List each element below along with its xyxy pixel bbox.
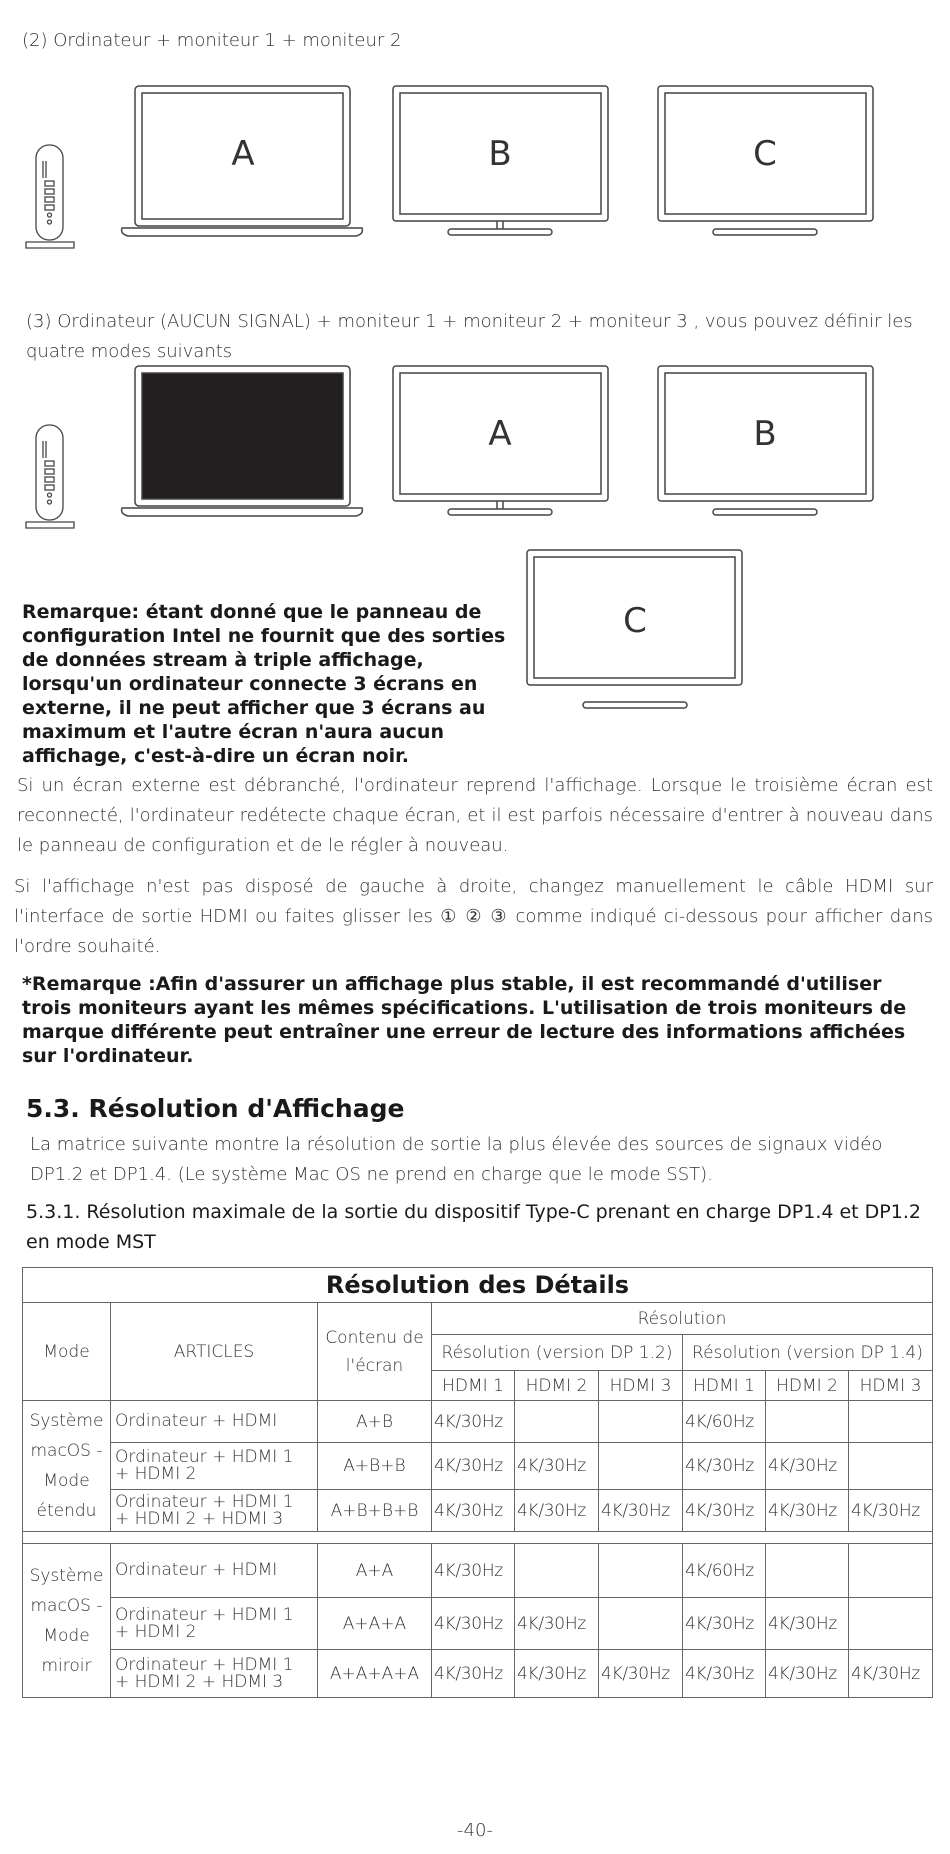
article-cell: Ordinateur + HDMI 1 + HDMI 2 (111, 1443, 318, 1490)
value-cell: 4K/30Hz (849, 1490, 933, 1532)
value-cell: 4K/30Hz (432, 1490, 515, 1532)
mode-cell: Système macOS - Mode étendu (23, 1401, 111, 1532)
value-cell (599, 1401, 683, 1443)
value-cell (849, 1598, 933, 1650)
value-cell: 4K/30Hz (599, 1650, 683, 1698)
value-cell: 4K/30Hz (432, 1598, 515, 1650)
value-cell: 4K/30Hz (766, 1650, 849, 1698)
remark-monitors: *Remarque :Afin d'assurer un affichage plus stable, il est recommandé d'utiliser trois moniteurs ayant les mêmes spécifications. L'utilisation de trois moniteurs de marque différente peut entraîner une erreur de lecture des informations affichées sur l'ordinateur. (22, 973, 907, 1067)
header-hdmi: HDMI 2 (515, 1371, 599, 1401)
header-hdmi: HDMI 3 (599, 1371, 683, 1401)
value-cell (599, 1598, 683, 1650)
table-row (23, 1544, 933, 1598)
article-cell: Ordinateur + HDMI (111, 1544, 318, 1598)
table-title: Résolution des Détails (23, 1268, 933, 1303)
value-cell: 4K/30Hz (515, 1650, 599, 1698)
value-cell (849, 1544, 933, 1598)
content-cell: A+B (318, 1401, 432, 1443)
table-row (23, 1490, 933, 1532)
value-cell (515, 1401, 599, 1443)
laptop-label: A (231, 134, 255, 174)
header-mode: Mode (23, 1303, 111, 1401)
section2-caption: (2) Ordinateur + moniteur 1 + moniteur 2 (22, 30, 402, 51)
value-cell: 4K/30Hz (432, 1544, 515, 1598)
value-cell (766, 1544, 849, 1598)
mode-cell: Système macOS - Mode miroir (23, 1544, 111, 1698)
content-cell: A+A (318, 1544, 432, 1598)
content-cell: A+B+B (318, 1443, 432, 1490)
value-cell: 4K/60Hz (683, 1544, 766, 1598)
value-cell: 4K/30Hz (432, 1443, 515, 1490)
value-cell: 4K/30Hz (432, 1401, 515, 1443)
value-cell (849, 1443, 933, 1490)
value-cell: 4K/30Hz (515, 1598, 599, 1650)
paragraph-reconnect: Si un écran externe est débranché, l'ordinateur reprend l'affichage. Lorsque le troisième écran est reconnecté, l'ordinateur redétecte chaque écran, et il est parfois nécessaire d'entrer à nouveau dans le panneau de configuration et de le régler à nouveau. (17, 775, 933, 856)
header-resolution: Résolution (432, 1303, 933, 1335)
table-row (23, 1650, 933, 1698)
monitor-c-label: C (623, 601, 647, 641)
monitor-c-label: C (753, 134, 777, 174)
content-cell: A+A+A (318, 1598, 432, 1650)
header-dp14: Résolution (version DP 1.4) (683, 1335, 933, 1371)
header-hdmi: HDMI 2 (766, 1371, 849, 1401)
content-cell: A+B+B+B (318, 1490, 432, 1532)
article-cell: Ordinateur + HDMI 1 + HDMI 2 + HDMI 3 (111, 1650, 318, 1698)
laptop-no-signal-icon (122, 366, 363, 516)
article-cell: Ordinateur + HDMI (111, 1401, 318, 1443)
monitor-b-label: B (488, 134, 512, 174)
value-cell: 4K/30Hz (683, 1650, 766, 1698)
value-cell: 4K/30Hz (849, 1650, 933, 1698)
value-cell: 4K/30Hz (683, 1490, 766, 1532)
table-separator (23, 1532, 933, 1544)
value-cell: 4K/30Hz (515, 1490, 599, 1532)
header-hdmi: HDMI 3 (849, 1371, 933, 1401)
section-intro: La matrice suivante montre la résolution de sortie la plus élevée des sources de signaux vidéo DP1.2 et DP1.4. (Le système Mac OS ne prend en charge que le mode SST). (30, 1134, 883, 1185)
value-cell: 4K/60Hz (683, 1401, 766, 1443)
header-content: Contenu de l'écran (318, 1303, 432, 1401)
resolution-table (22, 1267, 933, 1698)
value-cell (766, 1401, 849, 1443)
header-hdmi: HDMI 1 (683, 1371, 766, 1401)
page-number: -40- (457, 1820, 493, 1841)
monitor-b-label: B (753, 414, 777, 454)
header-dp12: Résolution (version DP 1.2) (432, 1335, 683, 1371)
subsection-heading: 5.3.1. Résolution maximale de la sortie du dispositif Type-C prenant en charge DP1.4 et DP1.2 en mode MST (26, 1201, 921, 1253)
content-cell: A+A+A+A (318, 1650, 432, 1698)
section2-illustration (0, 70, 950, 260)
value-cell: 4K/30Hz (766, 1598, 849, 1650)
value-cell: 4K/30Hz (766, 1443, 849, 1490)
value-cell (599, 1443, 683, 1490)
value-cell (599, 1544, 683, 1598)
section3-caption: (3) Ordinateur (AUCUN SIGNAL) + moniteur 1 + moniteur 2 + moniteur 3 , vous pouvez définir les quatre modes suivants (26, 311, 913, 362)
section-heading: 5.3. Résolution d'Affichage (26, 1094, 405, 1123)
header-hdmi: HDMI 1 (432, 1371, 515, 1401)
monitor-a-label: A (488, 414, 512, 454)
value-cell: 4K/30Hz (432, 1650, 515, 1698)
value-cell: 4K/30Hz (766, 1490, 849, 1532)
value-cell (849, 1401, 933, 1443)
docking-station-icon (26, 425, 74, 528)
value-cell: 4K/30Hz (683, 1598, 766, 1650)
table-row (23, 1443, 933, 1490)
docking-station-icon (26, 145, 74, 248)
remark-intel-panel: Remarque: étant donné que le panneau de configuration Intel ne fournit que des sorties de données stream à triple affichage, lorsqu'un ordinateur connecte 3 écrans en externe, il ne peut afficher que 3 écrans au maximum et l'autre écran n'aura aucun affichage, c'est-à-dire un écran noir. (22, 601, 506, 767)
header-articles: ARTICLES (111, 1303, 318, 1401)
value-cell: 4K/30Hz (515, 1443, 599, 1490)
paragraph-order: Si l'affichage n'est pas disposé de gauche à droite, changez manuellement le câble HDMI sur l'interface de sortie HDMI ou faites glisser les ① ② ③ comme indiqué ci-dessous pour afficher dans l'ordre souhaité. (14, 876, 933, 957)
table-row (23, 1401, 933, 1443)
value-cell: 4K/30Hz (599, 1490, 683, 1532)
table-row (23, 1598, 933, 1650)
value-cell (515, 1544, 599, 1598)
article-cell: Ordinateur + HDMI 1 + HDMI 2 (111, 1598, 318, 1650)
value-cell: 4K/30Hz (683, 1443, 766, 1490)
article-cell: Ordinateur + HDMI 1 + HDMI 2 + HDMI 3 (111, 1490, 318, 1532)
